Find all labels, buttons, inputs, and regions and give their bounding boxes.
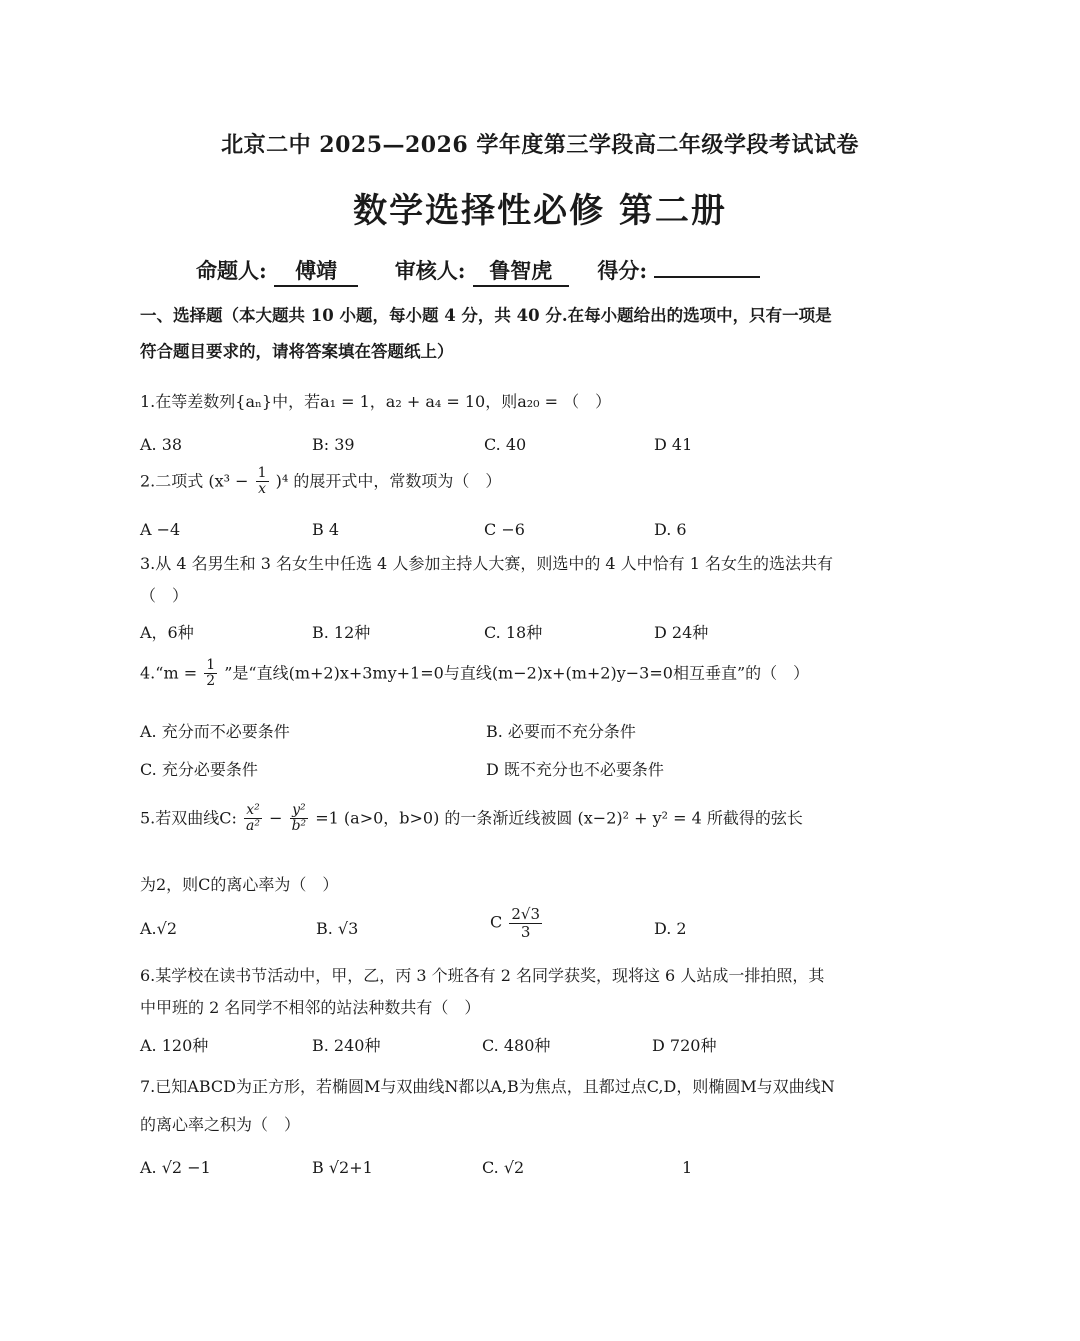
fraction-denominator: x	[258, 481, 267, 498]
question-3-option-c[interactable]: C. 18种	[484, 623, 543, 642]
fraction-numerator: x²	[244, 803, 262, 819]
question-7-option-d[interactable]: 1	[682, 1158, 693, 1177]
question-2-fraction	[256, 466, 269, 498]
question-5-stem-line2: 为2，则C的离心率为（ ）	[140, 875, 339, 894]
reviewer-name: 鲁智虎	[473, 255, 569, 287]
question-7-option-b[interactable]: B √2+1	[312, 1158, 373, 1177]
minus-sign: −	[269, 808, 283, 828]
question-4-option-d[interactable]: D 既不充分也不必要条件	[486, 760, 664, 779]
question-1-option-a[interactable]: A. 38	[140, 435, 183, 454]
info-line	[196, 255, 760, 287]
fraction-denominator: 2	[206, 673, 216, 690]
fraction-numerator: y²	[290, 803, 309, 819]
question-6-option-a[interactable]: A. 120种	[140, 1036, 209, 1055]
option-letter: C	[490, 912, 503, 932]
question-4-option-b[interactable]: B. 必要而不充分条件	[486, 722, 636, 741]
fraction-denominator: a²	[246, 818, 260, 835]
fraction-denominator: 3	[520, 922, 531, 941]
page-title: 数学选择性必修 第二册	[353, 191, 727, 231]
reviewer-label: 审核人:	[394, 258, 466, 283]
fraction-denominator: b²	[291, 818, 307, 835]
question-2-option-d[interactable]: D. 6	[654, 520, 687, 539]
question-1-stem: 1.在等差数列{aₙ}中，若a₁ = 1，a₂ + a₄ = 10，则a₂₀ = （ ）	[140, 392, 612, 411]
question-2-stem-end: )⁴ 的展开式中，常数项为（ ）	[275, 471, 502, 491]
question-5-stem-end: =1 (a>0，b>0) 的一条渐近线被圆 (x−2)² + y² = 4 所截得的弦长	[315, 808, 803, 828]
question-5-stem	[140, 803, 803, 835]
question-3-stem: 3.从 4 名男生和 3 名女生中任选 4 人参加主持人大赛，则选中的 4 人中恰有 1 名女生的选法共有（ ）	[140, 554, 834, 605]
question-2-option-b[interactable]: B 4	[312, 520, 340, 539]
question-5-fraction-x	[244, 803, 262, 835]
question-4-option-a[interactable]: A. 充分而不必要条件	[140, 722, 290, 741]
question-2-stem-start: 2.二项式 (x³ −	[140, 471, 249, 491]
question-5-option-a[interactable]: A.√2	[140, 919, 178, 938]
question-7-option-c[interactable]: C. √2	[482, 1158, 525, 1177]
question-5-option-d[interactable]: D. 2	[654, 919, 687, 938]
question-4-stem-start: 4.“m =	[140, 663, 198, 683]
fraction-numerator: 1	[206, 657, 216, 673]
question-1-option-d[interactable]: D 41	[654, 435, 693, 454]
question-5-option-c[interactable]	[490, 906, 544, 940]
school-line: 北京二中 2025—2026 学年度第三学段高二年级学段考试试卷	[221, 132, 859, 158]
question-5-fraction-y	[290, 803, 309, 835]
question-3-option-b[interactable]: B. 12种	[312, 623, 371, 642]
author-label: 命题人:	[196, 258, 267, 283]
question-5-option-b[interactable]: B. √3	[316, 919, 359, 938]
score-label: 得分:	[597, 258, 648, 283]
question-4-stem-end: ”是“直线(m+2)x+3my+1=0与直线(m−2)x+(m+2)y−3=0相互垂直”的（ ）	[224, 663, 810, 683]
question-2-option-a[interactable]: A −4	[140, 520, 181, 539]
question-6-option-d[interactable]: D 720种	[652, 1036, 717, 1055]
fraction-numerator: 1	[257, 465, 267, 481]
section-heading: 一、选择题（本大题共 10 小题，每小题 4 分，共 40 分.在每小题给出的选项中，只有一项是符合题目要求的，请将答案填在答题纸上）	[140, 306, 832, 361]
question-4-fraction	[204, 658, 217, 690]
question-3-option-d[interactable]: D 24种	[654, 623, 709, 642]
author-name: 傅靖	[274, 255, 358, 287]
question-5-option-c-fraction	[509, 906, 542, 940]
score-blank[interactable]	[654, 258, 760, 278]
question-6-option-b[interactable]: B. 240种	[312, 1036, 381, 1055]
question-7-option-a[interactable]: A. √2 −1	[140, 1158, 211, 1177]
question-3-option-a[interactable]: A，6种	[140, 623, 194, 642]
question-6-option-c[interactable]: C. 480种	[482, 1036, 551, 1055]
question-1-option-c[interactable]: C. 40	[484, 435, 527, 454]
question-6-stem: 6.某学校在读书节活动中，甲，乙，丙 3 个班各有 2 名同学获奖，现将这 6 人站成一排拍照，其中甲班的 2 名同学不相邻的站法种数共有（ ）	[140, 966, 825, 1017]
question-4-option-c[interactable]: C. 充分必要条件	[140, 760, 258, 779]
question-4-stem	[140, 658, 809, 690]
question-2-stem	[140, 466, 501, 498]
question-1-option-b[interactable]: B: 39	[312, 435, 355, 454]
question-5-stem-start: 5.若双曲线C:	[140, 808, 237, 828]
question-2-option-c[interactable]: C −6	[484, 520, 525, 539]
fraction-numerator: 2√3	[511, 905, 540, 923]
question-7-stem: 7.已知ABCD为正方形，若椭圆M与双曲线N都以A,B为焦点，且都过点C,D，则椭圆M与双曲线N的离心率之积为（ ）	[140, 1077, 835, 1134]
